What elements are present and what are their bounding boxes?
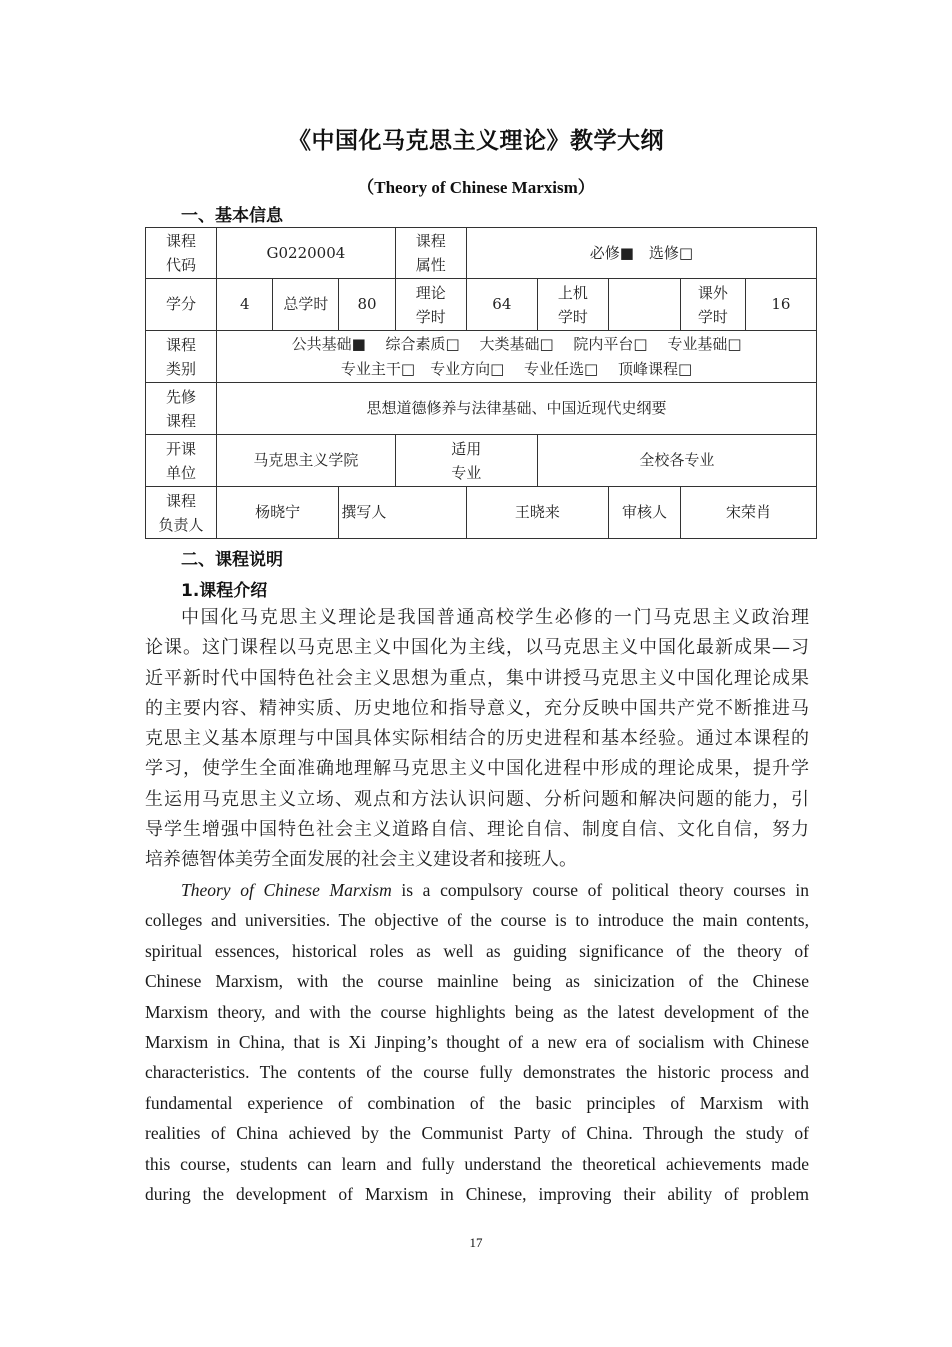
- table-row: [146, 435, 817, 487]
- lab-hours-label: 上机 学时: [537, 279, 608, 331]
- paragraph-line: 学习，使学生全面准确地理解马克思主义中国化进程中形成的理论成果，提升学: [145, 758, 809, 780]
- document-subtitle: （Theory of Chinese Marxism）: [357, 178, 595, 197]
- course-attribute-value: 必修■ 选修□: [466, 228, 816, 279]
- paragraph-line: during the development of Marxism in Chinese, improving their ability of problem: [145, 1184, 809, 1205]
- paragraph-line: Theory of Chinese Marxism is a compulsory course of political theory courses in: [181, 880, 809, 900]
- paragraph-line: 生运用马克思主义立场、观点和方法认识问题、分析问题和解决问题的能力，引: [145, 788, 809, 810]
- paragraph-line: Marxism theory, and with the course highlights being as the latest development of the: [145, 1001, 809, 1022]
- paragraph-line: realities of China achieved by the Communist Party of China. Through the study of: [145, 1123, 809, 1144]
- paragraph-line: Marxism in China, that is Xi Jinping’s thought of a new era of socialism with Chinese: [145, 1032, 809, 1053]
- offering-unit-value: 马克思主义学院: [217, 435, 396, 487]
- course-category-label: 课程 类别: [146, 331, 217, 383]
- extracurricular-hours-label: 课外 学时: [681, 279, 746, 331]
- section-basic-info-heading: 一、基本信息: [181, 206, 283, 226]
- course-category-line-2: 专业主干□ 专业方向□ 专业任选□ 顶峰课程□: [340, 359, 693, 378]
- theory-hours-label: 理论 学时: [395, 279, 466, 331]
- credit-label: 学分: [146, 279, 217, 331]
- table-row: [146, 487, 817, 539]
- course-intro-english-paragraph: [145, 875, 809, 1209]
- paragraph-line: Chinese Marxism, with the course mainline being as sinicization of the Chinese: [145, 971, 809, 992]
- total-hours-value: 80: [339, 279, 395, 331]
- paragraph-line: 中国化马克思主义理论是我国普通高校学生必修的一门马克思主义政治理: [181, 607, 809, 628]
- paragraph-line: characteristics. The contents of the course fully demonstrates the historic process and: [145, 1062, 809, 1083]
- basic-info-table: [145, 227, 817, 539]
- table-row: [146, 228, 817, 279]
- course-category-line-1: 公共基础■ 综合素质□ 大类基础□ 院内平台□ 专业基础□: [291, 334, 742, 353]
- reviewer-value: 宋荣肖: [681, 487, 817, 539]
- paragraph-line: 导学生增强中国特色社会主义道路自信、理论自信、制度自信、文化自信，努力: [145, 819, 809, 841]
- applicable-major-label: 适用 专业: [395, 435, 537, 487]
- page-number: 17: [469, 1235, 483, 1250]
- writer-value: 王晓来: [466, 487, 608, 539]
- paragraph-line: 培养德智体美劳全面发展的社会主义建设者和接班人。: [145, 849, 577, 871]
- table-row: [146, 279, 817, 331]
- paragraph-line: colleges and universities. The objective of the course is to introduce the main contents,: [145, 910, 809, 931]
- course-category-value: [217, 331, 817, 383]
- theory-hours-value: 64: [466, 279, 537, 331]
- extracurricular-hours-value: 16: [745, 279, 816, 331]
- paragraph-line: 近平新时代中国特色社会主义思想为重点，集中讲授马克思主义中国化理论成果: [145, 667, 809, 689]
- applicable-major-value: 全校各专业: [537, 435, 816, 487]
- course-title-italic: Theory of Chinese Marxism: [181, 880, 392, 900]
- lab-hours-value: [608, 279, 680, 331]
- table-row: [146, 331, 817, 383]
- reviewer-label: 审核人: [608, 487, 680, 539]
- course-attribute-label: 课程 属性: [395, 228, 466, 279]
- paragraph-line: 的主要内容、精神实质、历史地位和指导意义，充分反映中国共产党不断推进马: [145, 697, 809, 719]
- paragraph-line: 论课。这门课程以马克思主义中国化为主线，以马克思主义中国化最新成果—习: [145, 637, 809, 659]
- paragraph-line: this course, students can learn and fully understand the theoretical achievements made: [145, 1153, 809, 1174]
- document-title: 《中国化马克思主义理论》教学大纲: [288, 128, 664, 154]
- course-code-label: 课程 代码: [146, 228, 217, 279]
- total-hours-label: 总学时: [273, 279, 339, 331]
- table-row: [146, 383, 817, 435]
- prerequisite-label: 先修 课程: [146, 383, 217, 435]
- prerequisite-value: 思想道德修养与法律基础、中国近现代史纲要: [217, 383, 817, 435]
- course-intro-chinese-paragraph: [145, 603, 809, 876]
- credit-value: 4: [217, 279, 273, 331]
- section-course-description-heading: 二、课程说明: [181, 550, 283, 570]
- paragraph-line: 克思主义基本原理与中国具体实际相结合的历史进程和基本经验。通过本课程的: [145, 728, 809, 750]
- paragraph-line: fundamental experience of combination of the basic principles of Marxism with: [145, 1092, 809, 1113]
- course-intro-heading: 1.课程介绍: [181, 581, 268, 601]
- writer-label: 撰写人: [339, 487, 467, 539]
- course-owner-label: 课程 负责人: [146, 487, 217, 539]
- offering-unit-label: 开课 单位: [146, 435, 217, 487]
- paragraph-line: spiritual essences, historical roles as well as guiding significance of the theory of: [145, 940, 809, 961]
- course-owner-value: 杨晓宁: [217, 487, 339, 539]
- course-code-value: G0220004: [217, 228, 396, 279]
